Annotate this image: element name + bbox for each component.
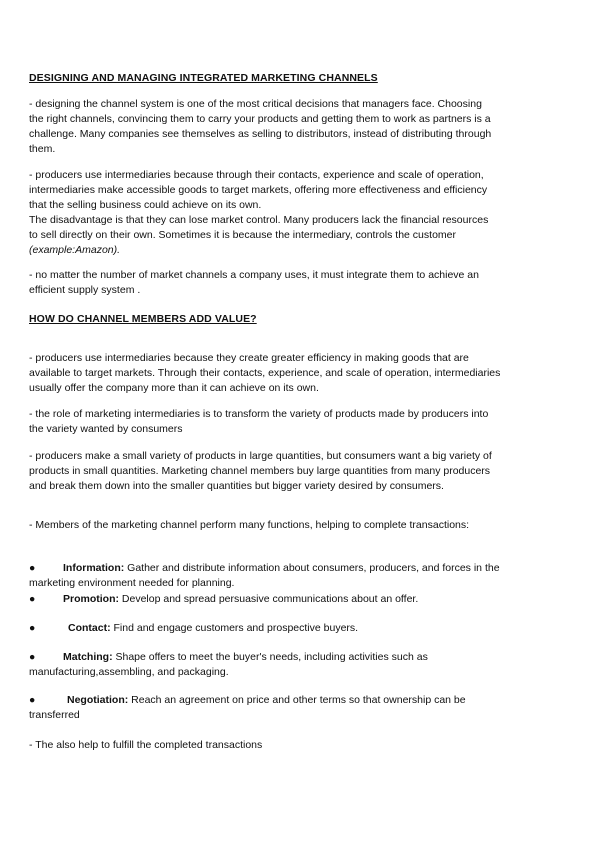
bullet-contact [29, 621, 574, 636]
heading-channel-members-value: HOW DO CHANNEL MEMBERS ADD VALUE? [29, 313, 257, 325]
paragraph-intermediaries [29, 168, 574, 258]
paragraph-efficiency [29, 351, 574, 396]
bullet-continuation: manufacturing,assembling, and packaging. [29, 666, 229, 678]
bullet-continuation: marketing environment needed for planning. [29, 577, 235, 589]
text-line: the variety wanted by consumers [29, 423, 183, 435]
paragraph-variety [29, 449, 574, 494]
bullet-promotion [29, 592, 574, 607]
bullet-text: Reach an agreement on price and other terms so that ownership can be [128, 694, 466, 706]
paragraph-fulfill [29, 738, 574, 753]
text-line: the right channels, convincing them to carry your products and getting them to work as partners is a [29, 113, 491, 125]
text-line: efficient supply system . [29, 284, 141, 296]
text-line: - Members of the marketing channel perform many functions, helping to complete transactions: [29, 519, 470, 531]
text-line: to sell directly on their own. Sometimes it is because the intermediary, controls the customer [29, 229, 456, 241]
text-line: challenge. Many companies see themselves as selling to distributors, instead of distributing through [29, 128, 492, 140]
text-line: that the selling business could achieve on its own. [29, 199, 262, 211]
bullet-icon: ● [29, 622, 36, 634]
paragraph-channel-design [29, 97, 574, 157]
paragraph-role-intermediaries [29, 407, 574, 437]
example-text: (example:Amazon). [29, 244, 121, 256]
bullet-text: Develop and spread persuasive communications about an offer. [119, 593, 419, 605]
text-line: - The also help to fulfill the completed transactions [29, 739, 263, 751]
bullet-text: Shape offers to meet the buyer's needs, including activities such as [112, 651, 428, 663]
bullet-term: Contact: [68, 622, 111, 634]
bullet-text: Gather and distribute information about consumers, producers, and forces in the [124, 562, 500, 574]
bullet-information [29, 561, 574, 591]
bullet-icon: ● [29, 593, 36, 605]
text-line: them. [29, 143, 56, 155]
text-line: usually offer the company more than it can achieve on its own. [29, 382, 319, 394]
paragraph-functions-intro [29, 518, 574, 533]
text-line: - producers use intermediaries because through their contacts, experience and scale of operation, [29, 169, 484, 181]
bullet-matching [29, 650, 574, 680]
text-line: and break them down into the smaller quantities but bigger variety desired by consumers. [29, 480, 444, 492]
bullet-term: Negotiation: [67, 694, 129, 706]
bullet-text: Find and engage customers and prospective buyers. [110, 622, 359, 634]
paragraph-integration [29, 268, 574, 298]
bullet-icon: ● [29, 651, 36, 663]
text-line: The disadvantage is that they can lose market control. Many producers lack the financial resources [29, 214, 489, 226]
text-line: products in small quantities. Marketing channel members buy large quantities from many producers [29, 465, 491, 477]
text-line: - no matter the number of market channels a company uses, it must integrate them to achieve an [29, 269, 479, 281]
bullet-icon: ● [29, 694, 36, 706]
bullet-term: Information: [63, 562, 125, 574]
bullet-negotiation [29, 693, 574, 723]
text-line: - producers make a small variety of products in large quantities, but consumers want a big variety of [29, 450, 492, 462]
bullet-icon: ● [29, 562, 36, 574]
heading-designing-channels: DESIGNING AND MANAGING INTEGRATED MARKETING CHANNELS [29, 72, 378, 84]
text-line: - producers use intermediaries because they create greater efficiency in making goods that are [29, 352, 469, 364]
bullet-term: Promotion: [63, 593, 119, 605]
text-line: - the role of marketing intermediaries is to transform the variety of products made by producers into [29, 408, 489, 420]
bullet-term: Matching: [63, 651, 113, 663]
bullet-continuation: transferred [29, 709, 80, 721]
text-line: intermediaries make accessible goods to target markets, offering more effectiveness and efficiency [29, 184, 488, 196]
text-line: available to target markets. Through their contacts, experience, and scale of operation, intermediaries [29, 367, 501, 379]
text-line: - designing the channel system is one of the most critical decisions that managers face. Choosing [29, 98, 482, 110]
